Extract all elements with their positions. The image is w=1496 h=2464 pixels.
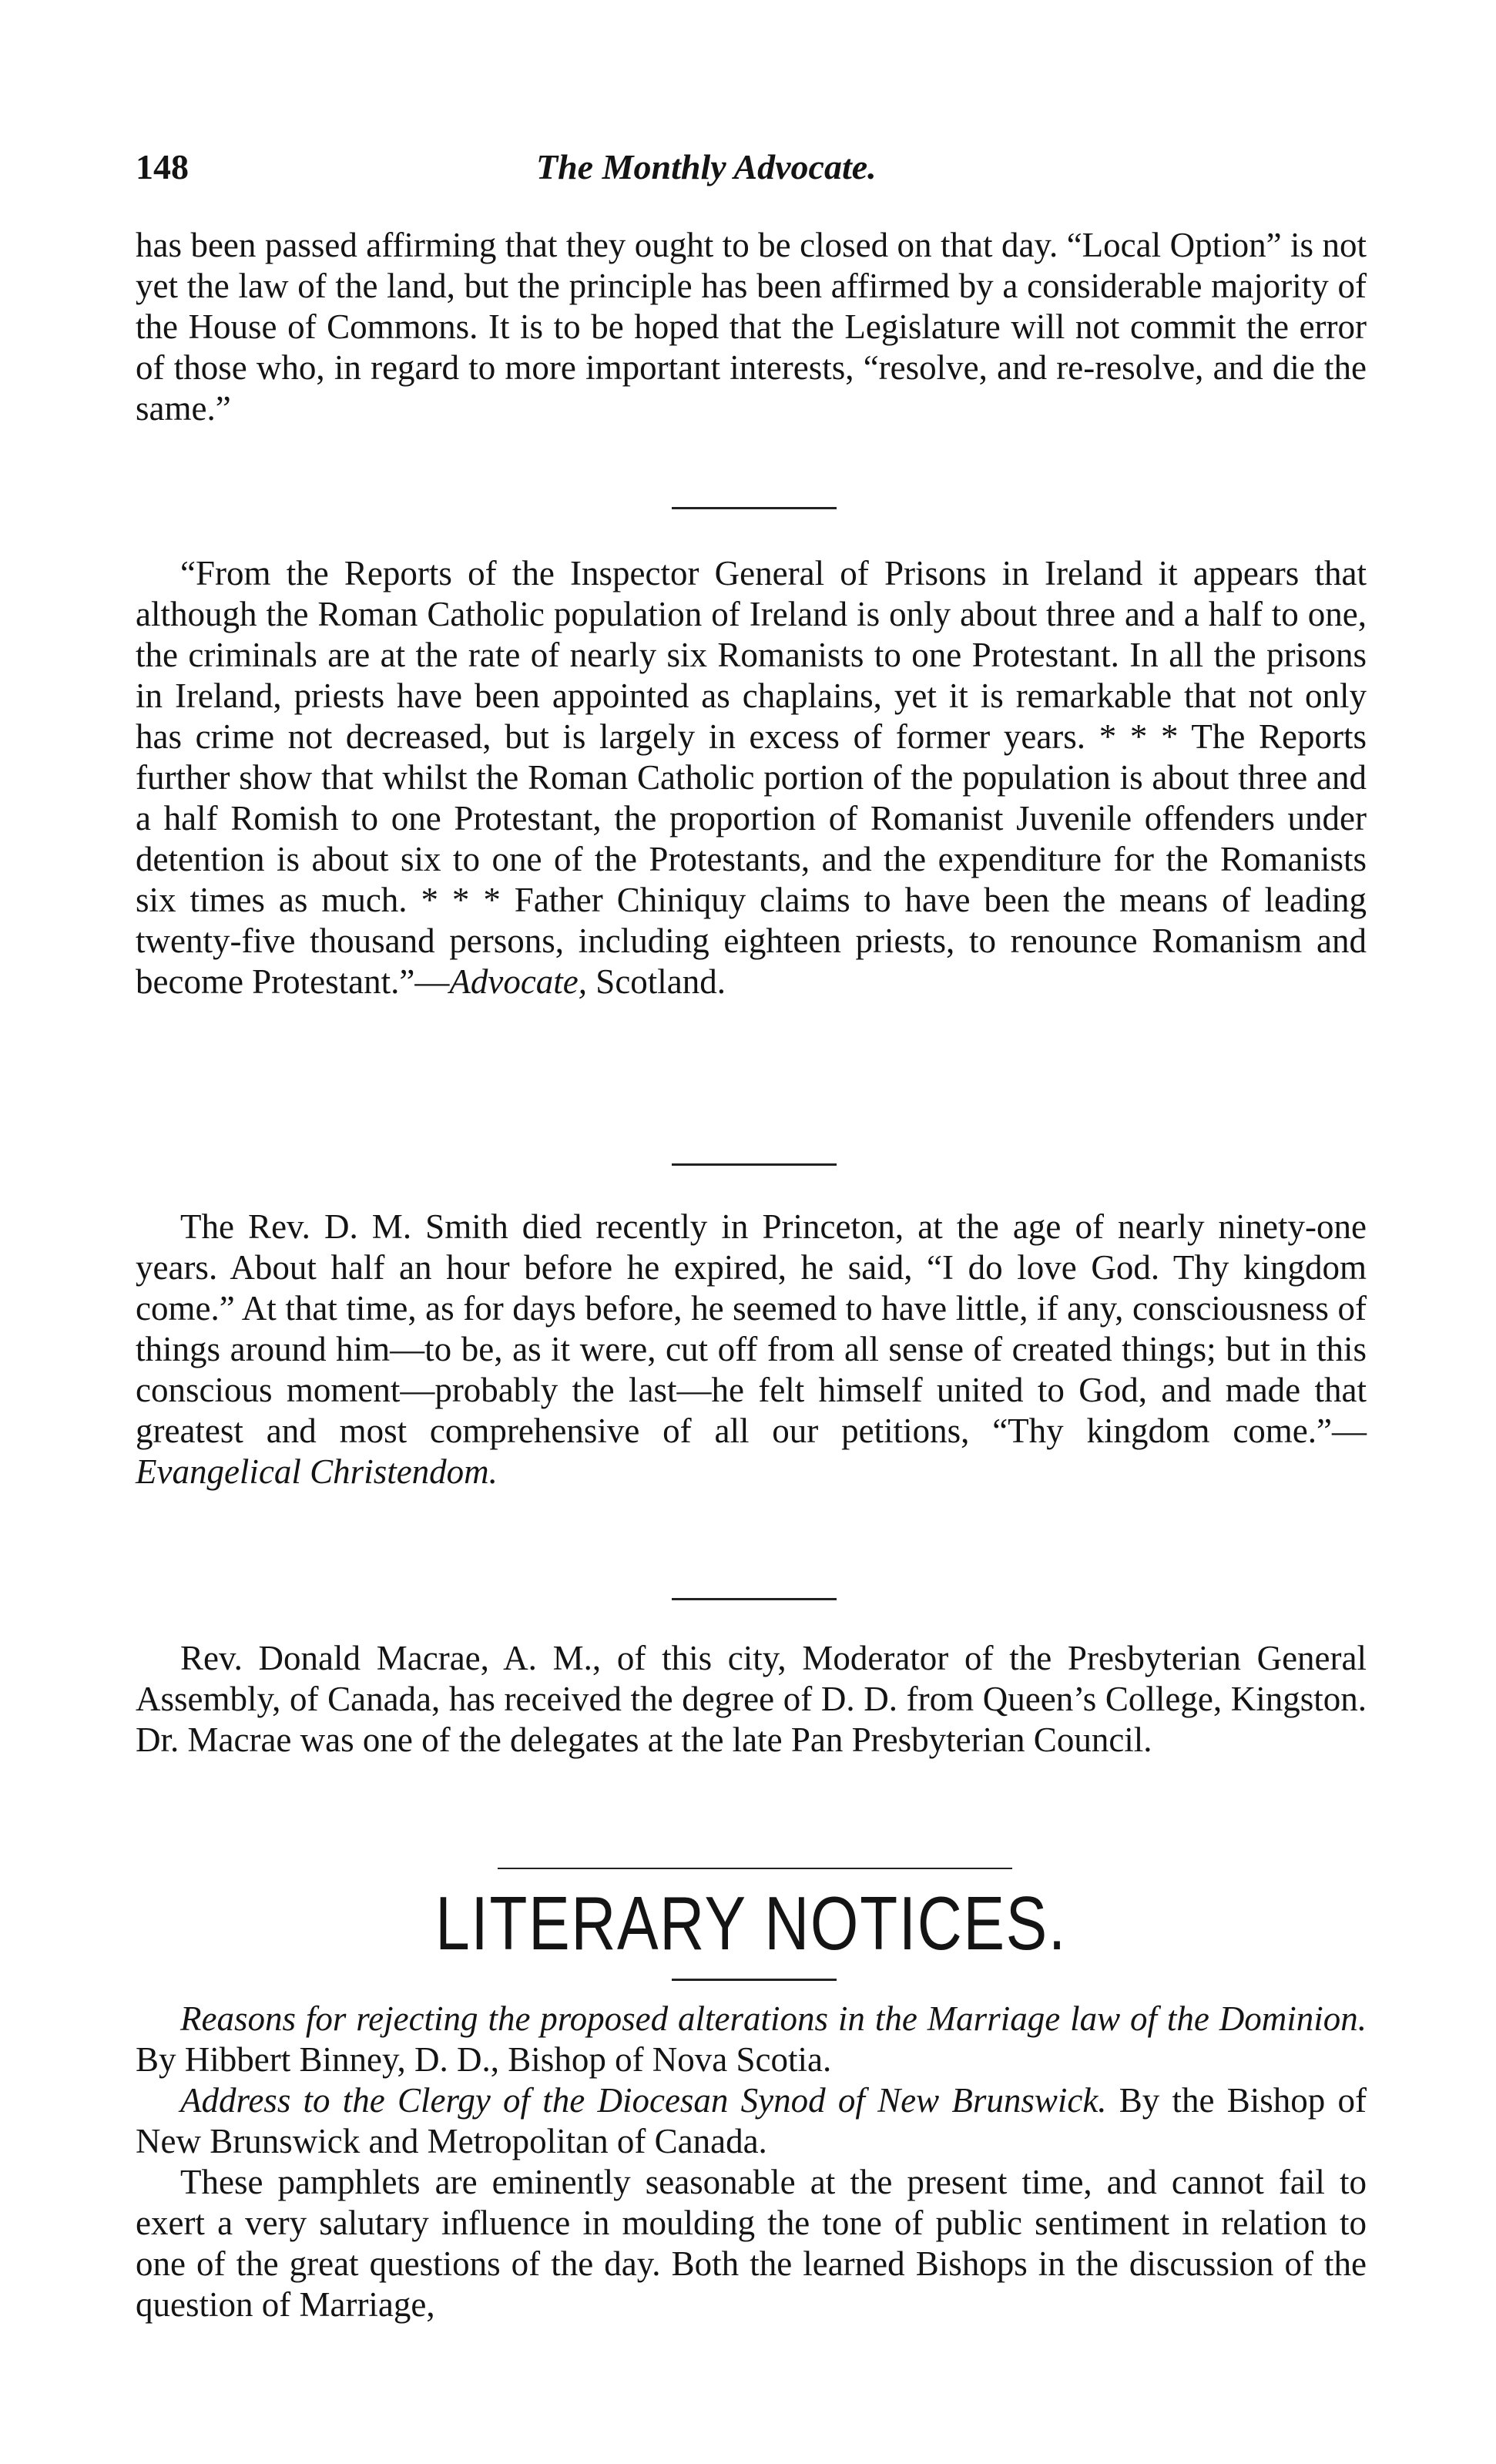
paragraph-rev-smith-source: Evangelical Christendom. [136,1452,498,1491]
running-title: The Monthly Advocate. [536,147,877,186]
paragraph-prison-reports-place: Scotland. [587,962,726,1001]
separator-rule [672,1979,837,1981]
notice-item-synod-address [136,2080,1367,2162]
notice-item-marriage-law-title: Reasons for rejecting the proposed alterations in the Marriage law of the Dominion. [180,1999,1367,2038]
paragraph-rev-macrae: Rev. Donald Macrae, A. M., of this city, Moderator of the Presbyterian General Assembly, of Canada, has received the degree of D. D. from Queen’s College, Kingston. Dr. Macrae was one of the delegates at the late Pan Presbyterian Council. [136,1639,1367,1759]
paragraph-prison-reports-source: Advocate, [449,962,588,1001]
paragraph-local-option: has been passed affirming that they ought to be closed on that day. “Local Option” is not yet the law of the land, but the principle has been affirmed by a considerable majority of the House of Commons. It is to be hoped that the Legislature will not commit the error of those who, in regard to more important interests, “resolve, and re-resolve, and die the same.” [136,226,1367,428]
paragraph-rev-smith [136,1207,1367,1492]
notice-body: These pamphlets are eminently seasonable at the present time, and cannot fail to exert a very salutary influence in moulding the tone of public sentiment in relation to one of the great questions of the day. Both the learned Bishops in the discussion of the question of Marriage, [136,2163,1367,2324]
page-header [136,146,1368,200]
section-title: LITERARY NOTICES. [435,1881,1067,1965]
separator-rule [672,507,837,509]
notice-item-marriage-law-author: By Hibbert Binney, D. D., Bishop of Nova Scotia. [136,2040,832,2079]
paragraph-rev-smith-text: The Rev. D. M. Smith died recently in Princeton, at the age of nearly ninety-one years. About half an hour before he expired, he said, “I do love God. Thy kingdom come.” At that time, as for days before, he seemed to have little, if any, consciousness of things around him—to be, as it were, cut off from all sense of created things; but in this conscious moment—probably the last—he felt himself united to God, and made that greatest and most comprehensive of all our petitions, “Thy kingdom come.”— [136,1207,1367,1450]
section-divider-rule [498,1868,1012,1869]
notice-item-marriage-law [136,1999,1367,2080]
page-number: 148 [136,147,189,186]
separator-rule [672,1598,837,1600]
paragraph-prison-reports [136,553,1367,1002]
notice-item-synod-address-author: By the Bishop of New Brunswick and Metropolitan of Canada. [136,2081,1367,2160]
paragraph-prison-reports-text: “From the Reports of the Inspector General of Prisons in Ireland it appears that although the Roman Catholic population of Ireland is only about three and a half to one, the criminals are at the rate of nearly six Romanists to one Protestant. In all the prisons in Ireland, priests have been appointed as chaplains, yet it is remarkable that not only has crime not decreased, but is largely in excess of former years. * * * The Reports further show that whilst the Roman Catholic portion of the population is about three and a half Romish to one Protestant, the proportion of Romanist Juvenile offenders under detention is about six to one of the Protestants, and the expenditure for the Romanists six times as much. * * * Father Chiniquy claims to have been the means of leading twenty-five thousand persons, including eighteen priests, to renounce Romanism and become Protestant.”— [136,554,1367,1001]
separator-rule [672,1163,837,1166]
notice-item-synod-address-title: Address to the Clergy of the Diocesan Synod of New Brunswick. [180,2081,1107,2120]
